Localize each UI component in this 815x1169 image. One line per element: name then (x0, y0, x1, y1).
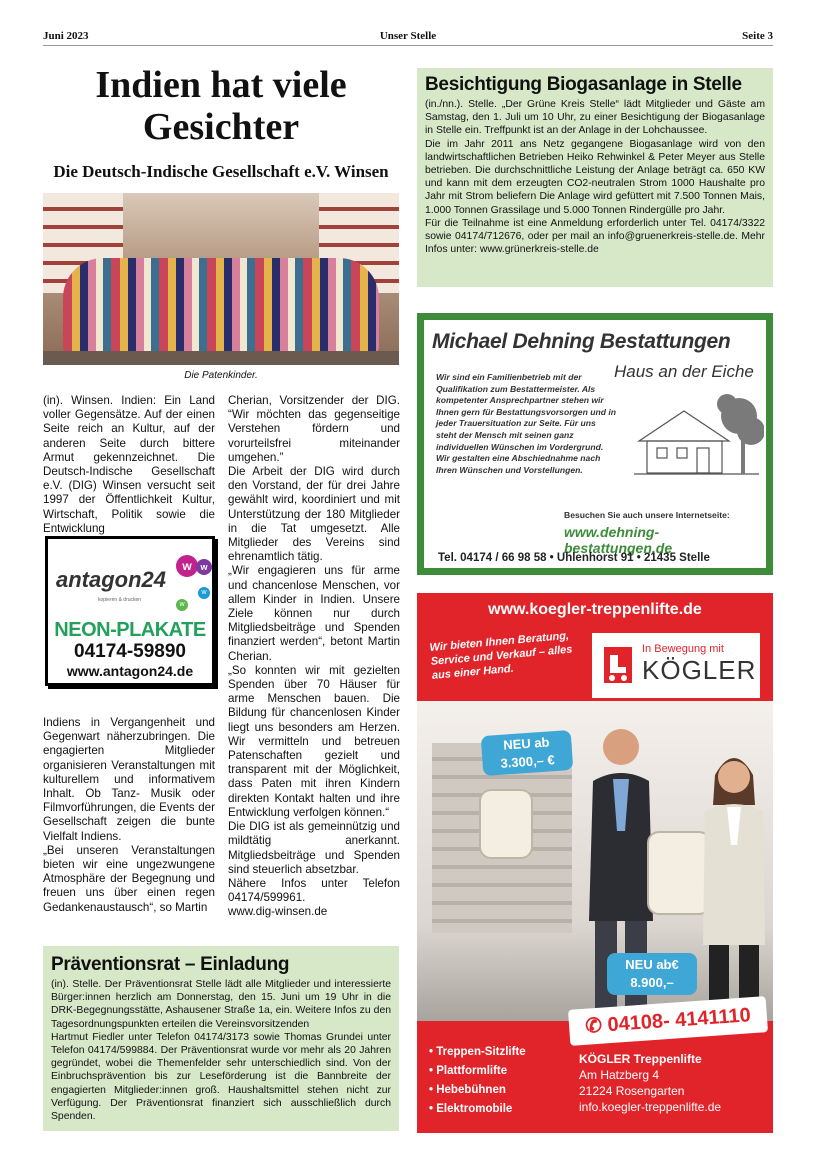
photo-woman (699, 745, 769, 1015)
photo-floor (43, 351, 399, 365)
feature-item: • Elektromobile (429, 1103, 513, 1115)
article-paragraph: Indiens in Vergangenheit und Gegenwart näherzubringen. Die engagierten Mitglieder organisieren Veranstaltungen mit kulturellem und informativem Inhalt. Ob Tanz- Musik oder Filmvorführungen, die Events der Gesellschaft zeigen die bunte Vielfalt Indiens. (43, 716, 215, 843)
koegler-brand: KÖGLER (642, 655, 757, 685)
koegler-street: Am Hatzberg 4 (579, 1068, 660, 1082)
photo-group-of-children (63, 258, 379, 353)
w-badge-icon: w (176, 599, 188, 611)
koegler-company: KÖGLER Treppenlifte (579, 1052, 702, 1066)
dehning-description: Wir sind ein Familienbetrieb mit der Qualifikation zum Bestattermeister. Als kompetenter Ansprechpartner stehen wir Ihnen gern für Bestattungsvorsorgen und in jeder Trauersituation zur Seite. Für uns steht der Mensch mit seinen ganz individuellen Wünschen im Vordergrund. Wir gestalten eine Abschiednahme nach Ihren Wünschen und Vorstellungen. (436, 372, 616, 475)
dehning-website: www.dehning-bestattungen.de (564, 524, 673, 556)
koegler-tagline: In Bewegung mit (642, 643, 724, 655)
praeventionsrat-paragraph: (in). Stelle. Der Präventionsrat Stelle lädt alle Mitglieder und interessierte Bürger:innen herzlich am Donnerstag, den 15. Juni um 19 Uhr in die DRK-Begegnungsstätte, Ashausener Straße 1a, ein. Weitere Infos zu den Tagesordnungspunkten erteilen die Vereinsvorsitzenden (51, 979, 391, 1030)
page-number: Seite 3 (742, 30, 773, 42)
feature-item: • Treppen-Sitzlifte (429, 1046, 526, 1058)
article-paragraph: „So konnten wir mit gezielten Spenden über 70 Häuser für arme Menschen bauen. Die Bildung für chancenlosen Kinder liegt uns besonders am Herzen. Wir vermitteln und betreuen Patenschaften gezielt und transparent mit der Möglichkeit, dass Paten mit ihren Kindern direkten Kontakt halten und ihre Entwicklung verfolgen können.“ (228, 663, 400, 819)
biogas-text (425, 98, 765, 256)
article-paragraph: „Bei unseren Veranstaltungen bieten wir eine ungezwungene Atmosphäre der Begegnung und freuen uns über einen regen Gedankenaustausch“, so Martin (43, 843, 215, 914)
photo-caption: Die Patenkinder. (184, 370, 258, 381)
koegler-address (579, 1051, 721, 1115)
title-line-1: Indien hat viele (95, 64, 347, 106)
koegler-slogan: Wir bieten Ihnen Beratung, Service und Verkauf – alles aus einer Hand. (429, 629, 573, 682)
article-column-2 (228, 394, 400, 920)
offer-badge-1-price: 3.300,– € (500, 752, 556, 771)
stairlift-icon (600, 643, 636, 687)
feature-label: Hebebühnen (436, 1084, 506, 1096)
koegler-email: info.koegler-treppenlifte.de (579, 1100, 722, 1114)
koegler-city: 21224 Rosengarten (579, 1084, 685, 1098)
house-drawing-icon (629, 386, 764, 481)
koegler-website-top: www.koegler-treppenlifte.de (488, 601, 702, 618)
article-paragraph: Cherian, Vorsitzender der DIG. “Wir möchten das gegenseitige Verstehen fördern und vorurteilsfrei miteinander umgehen.” (228, 394, 400, 464)
antagon-product: NEON-PLAKATE (54, 619, 206, 641)
issue-date: Juni 2023 (43, 30, 89, 42)
offer-badge-1-label: NEU ab (502, 734, 550, 753)
praeventionsrat-notice (43, 946, 399, 1131)
biogas-notice (417, 68, 773, 287)
dehning-advertisement (417, 313, 773, 575)
article-paragraph: Die DIG ist als gemeinnützig und mildtätig anerkannt. Mitgliedsbeiträge und Spenden sind steuerlich absetzbar. (228, 820, 400, 876)
offer-badge-2-price: 8.900,– (630, 975, 674, 990)
title-line-2: Gesichter (142, 106, 300, 148)
article-paragraph: „Wir engagieren uns für arme und chancenlose Menschen, vor allem Kinder in Indien. Unsere Ziele können nur durch Mitgliedsbeiträge und Spenden finanziert werden“, betont Martin Cherian. (228, 564, 400, 663)
w-badge-icon: w (176, 555, 198, 577)
biogas-paragraph: Für die Teilnahme ist eine Anmeldung erforderlich unter Tel. 04174/3322 sowie 04174/712676, oder per mail an info@gruenerkreis-stelle.de. Mehr Infos unter: www.grünerkreis-stelle.de (425, 217, 765, 256)
biogas-heading: Besichtigung Biogasanlage in Stelle (425, 74, 742, 95)
koegler-phone: ✆ 04108- 4141110 (568, 996, 768, 1046)
offer-badge-2 (607, 953, 697, 995)
paper-name: Unser Stelle (379, 30, 437, 42)
antagon-website: www.antagon24.de (66, 663, 194, 679)
article-paragraph: Die Arbeit der DIG wird durch den Vorstand, der für drei Jahre gewählt wird, koordiniert und mit Unterstützung der 180 Mitglieder in die Tat umgesetzt. Alle Mitglieder des Vereins sind ehrenamtlich tätig. (228, 465, 400, 564)
article-column-1-bottom (43, 716, 215, 915)
article-paragraph: Nähere Infos unter Telefon 04174/599961. (228, 876, 400, 905)
koegler-phone-number: 04108- 4141110 (606, 1004, 752, 1037)
dehning-house-name: Haus an der Eiche (614, 362, 754, 381)
koegler-logo (592, 633, 760, 698)
dehning-name: Michael Dehning Bestattungen (432, 330, 731, 353)
dehning-contact-footer: Tel. 04174 / 66 98 58 • Uhlenhorst 91 • 21435 Stelle (438, 552, 710, 564)
feature-item: • Plattformlifte (429, 1065, 508, 1077)
article-subtitle: Die Deutsch-Indische Gesellschaft e.V. Winsen (53, 162, 389, 181)
antagon-logo: antagon24 (56, 567, 167, 592)
dehning-visit-text: Besuchen Sie auch unsere Internetseite: (564, 510, 730, 520)
antagon-tagline: kopieren & drucken (98, 597, 142, 603)
feature-label: Plattformlifte (436, 1065, 508, 1077)
feature-item: • Hebebühnen (429, 1084, 506, 1096)
offer-badge-2-label: NEU ab€ (625, 957, 679, 972)
praeventionsrat-heading: Präventionsrat – Einladung (51, 954, 290, 975)
feature-label: Elektromobile (436, 1103, 513, 1115)
antagon-phone: 04174-59890 (74, 641, 186, 662)
praeventionsrat-paragraph: Hartmut Fiedler unter Telefon 04174/3173 sowie Thomas Grundei unter Telefon 04174/599884. Der Präventionsrat wurde vor mehr als 20 Jahren gegründet, wobei die Themenfelder sehr unterschiedlich sind. Von der Einbruchsprävention bis zur Leseförderung ist die Bannbreite der engagierten Mitglieder:innen groß. Haushaltsmittel stehen nicht zur Verfügung. Der Präventionsrat finanziert sich ausschließlich durch Spenden. (51, 1031, 391, 1123)
biogas-paragraph: (in./nn.). Stelle. „Der Grüne Kreis Stelle“ lädt Mitglieder und Gäste am Samstag, den 1. Juli um 10 Uhr, zu einer Besichtigung der Biogasanlage in Stelle ein. Treffpunkt ist an der Anlage in der Lohchaussee. (425, 99, 765, 137)
article-paragraph: (in). Winsen. Indien: Ein Land voller Gegensätze. Auf der einen Seite reich an Kultur, auf der anderen Seite durch bittere Armut gekennzeichnet. Die Deutsch-Indische Gesellschaft e.V. (DIG) Winsen versucht seit 1997 der Öffentlichkeit Kultur, Wirtschaft, Politik sowie die Entwicklung (43, 394, 215, 535)
w-badge-icon: w (198, 587, 210, 599)
feature-label: Treppen-Sitzlifte (436, 1046, 526, 1058)
koegler-feature-list (429, 1043, 526, 1119)
w-badge-icon: w (196, 559, 212, 575)
biogas-paragraph: Die im Jahr 2011 ans Netz gegangene Biogasanlage wird von den landwirtschaftlichen Betrieben Heiko Rehwinkel & Peter Meyer aus Stelle betrieben. Die durchschnittliche Leistung der Anlage beträgt ca. 650 KW und kann mit dem erzeugten CO2-neutralen Strom 1000 Haushalte pro Jahr mit Strom beliefern Die Anlage wird gefüttert mit 7.500 Tonnen Mais, 1.000 Tonnen Grassilage und 5.000 Tonnen Rindergülle pro Jahr. (425, 138, 765, 216)
antagon-advertisement (45, 536, 215, 686)
article-column-1-top (43, 394, 215, 536)
photo-stairlift-seat (481, 791, 531, 857)
page-header (43, 30, 773, 46)
koegler-advertisement (417, 593, 773, 1133)
praeventionsrat-text (51, 978, 391, 1123)
offer-badge-1 (481, 730, 574, 776)
article-photo (43, 193, 399, 365)
article-paragraph: www.dig-winsen.de (228, 905, 328, 919)
article-title (43, 64, 399, 148)
